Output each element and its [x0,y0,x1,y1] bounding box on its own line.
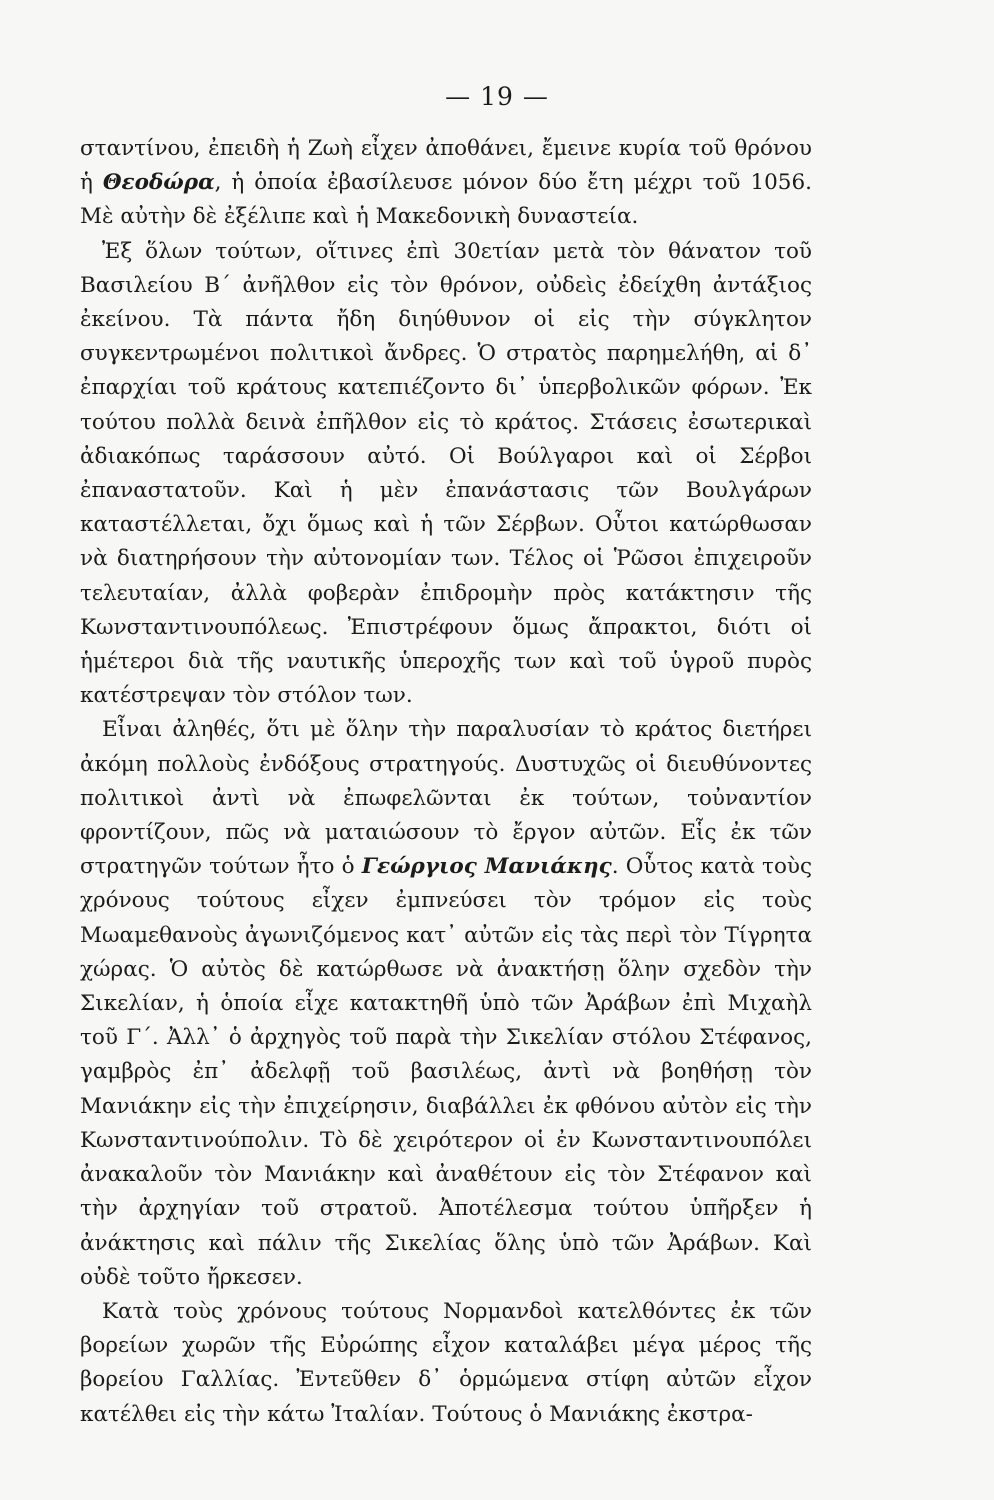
text-segment: σταντίνου, ἐπειδὴ ἡ Ζωὴ εἶχεν ἀποθάνει, ἔμεινε κυρία τοῦ θρόνου ἡ [80,136,812,196]
paragraph-1 [80,132,812,235]
page-number: — 19 — [445,82,549,111]
paragraph-2 [80,235,812,714]
paragraph-3 [80,713,812,1294]
name-georgios-maniakes: Γεώργιος Μανιάκης [361,854,612,880]
paragraph-4 [80,1295,812,1432]
text-segment: Εἶναι ἀληθές, ὅτι μὲ ὅλην τὴν παραλυσίαν τὸ κράτος διετήρει ἀκόμη πολλοὺς ἐνδόξους στρατηγούς. Δυστυχῶς οἱ διευθύνοντες πολιτικοὶ ἀντὶ νὰ ἐπωφελῶνται ἐκ τούτων, τοὐναντίον φροντίζουν, πῶς νὰ ματαιώσουν τὸ ἔργον αὐτῶν. Εἷς ἐκ τῶν στρατηγῶν τούτων ἦτο ὁ [80,717,812,880]
text-segment: Ἐξ ὅλων τούτων, οἵτινες ἐπὶ 30ετίαν μετὰ τὸν θάνατον τοῦ Βασιλείου Β´ ἀνῆλθον εἰς τὸν θρόνον, οὐδεὶς ἐδείχθη ἀντάξιος ἐκείνου. Τὰ πάντα ἤδη διηύθυνον οἱ εἰς τὴν σύγκλητον συγκεντρωμένοι πολιτικοὶ ἄνδρες. Ὁ στρατὸς παρημελήθη, αἱ δ᾽ ἐπαρχίαι τοῦ κράτους κατεπιέζοντο δι᾽ ὑπερβολικῶν φόρων. Ἐκ τούτου πολλὰ δεινὰ ἐπῆλθον εἰς τὸ κράτος. Στάσεις ἐσωτερικαὶ ἀδιακόπως ταράσσουν αὐτό. Οἱ Βούλγαροι καὶ οἱ Σέρβοι ἐπαναστατοῦν. Καὶ ἡ μὲν ἐπανάστασις τῶν Βουλγάρων καταστέλλεται, ὄχι ὅμως καὶ ἡ τῶν Σέρβων. Οὗτοι κατώρθωσαν νὰ διατηρήσουν τὴν αὐτονομίαν των. Τέλος οἱ Ῥῶσοι ἐπιχειροῦν τελευταίαν, ἀλλὰ φοβερὰν ἐπιδρομὴν πρὸς κατάκτησιν τῆς Κωνσταντινουπόλεως. Ἐπιστρέφουν ὅμως ἄπρακτοι, διότι οἱ ἡμέτεροι διὰ τῆς ναυτικῆς ὑπεροχῆς των καὶ τοῦ ὑγροῦ πυρὸς κατέστρεψαν τὸν στόλον των. [80,238,812,709]
text-segment: , ἡ ὁποία ἐβασίλευσε μόνον δύο ἔτη μέχρι τοῦ 1056. Μὲ αὐτὴν δὲ ἐξέλιπε καὶ ἡ Μακεδονικὴ δυναστεία. [80,170,812,230]
body-text [80,132,812,1432]
name-theodora: Θεοδώρα [102,170,215,196]
text-segment: . Οὗτος κατὰ τοὺς χρόνους τούτους εἶχεν ἐμπνεύσει τὸν τρόμον εἰς τοὺς Μωαμεθανοὺς ἀγωνιζόμενος κατ᾽ αὐτῶν εἰς τὰς περὶ τὸν Τίγρητα χώρας. Ὁ αὐτὸς δὲ κατώρθωσε νὰ ἀνακτήσῃ ὅλην σχεδὸν τὴν Σικελίαν, ἡ ὁποία εἶχε κατακτηθῆ ὑπὸ τῶν Ἀράβων ἐπὶ Μιχαὴλ τοῦ Γ´. Ἀλλ᾽ ὁ ἀρχηγὸς τοῦ παρὰ τὴν Σικελίαν στόλου Στέφανος, γαμβρὸς ἐπ᾽ ἀδελφῇ τοῦ βασιλέως, ἀντὶ νὰ βοηθήσῃ τὸν Μανιάκην εἰς τὴν ἐπιχείρησιν, διαβάλλει ἐκ φθόνου αὐτὸν εἰς τὴν Κωνσταντινούπολιν. Τὸ δὲ χειρότερον οἱ ἐν Κωνσταντινουπόλει ἀνακαλοῦν τὸν Μανιάκην καὶ ἀναθέτουν εἰς τὸν Στέφανον καὶ τὴν ἀρχηγίαν τοῦ στρατοῦ. Ἀποτέλεσμα τούτου ὑπῆρξεν ἡ ἀνάκτησις καὶ πάλιν τῆς Σικελίας ὅλης ὑπὸ τῶν Ἀράβων. Καὶ οὐδὲ τοῦτο ἤρκεσεν. [80,854,813,1290]
text-segment: Κατὰ τοὺς χρόνους τούτους Νορμανδοὶ κατελθόντες ἐκ τῶν βορείων χωρῶν τῆς Εὐρώπης εἶχον καταλάβει μέγα μέρος τῆς βορείου Γαλλίας. Ἐντεῦθεν δ᾽ ὁρμώμενα στίφη αὐτῶν εἶχον κατέλθει εἰς τὴν κάτω Ἰταλίαν. Τούτους ὁ Μανιάκης ἐκστρα- [80,1298,812,1427]
